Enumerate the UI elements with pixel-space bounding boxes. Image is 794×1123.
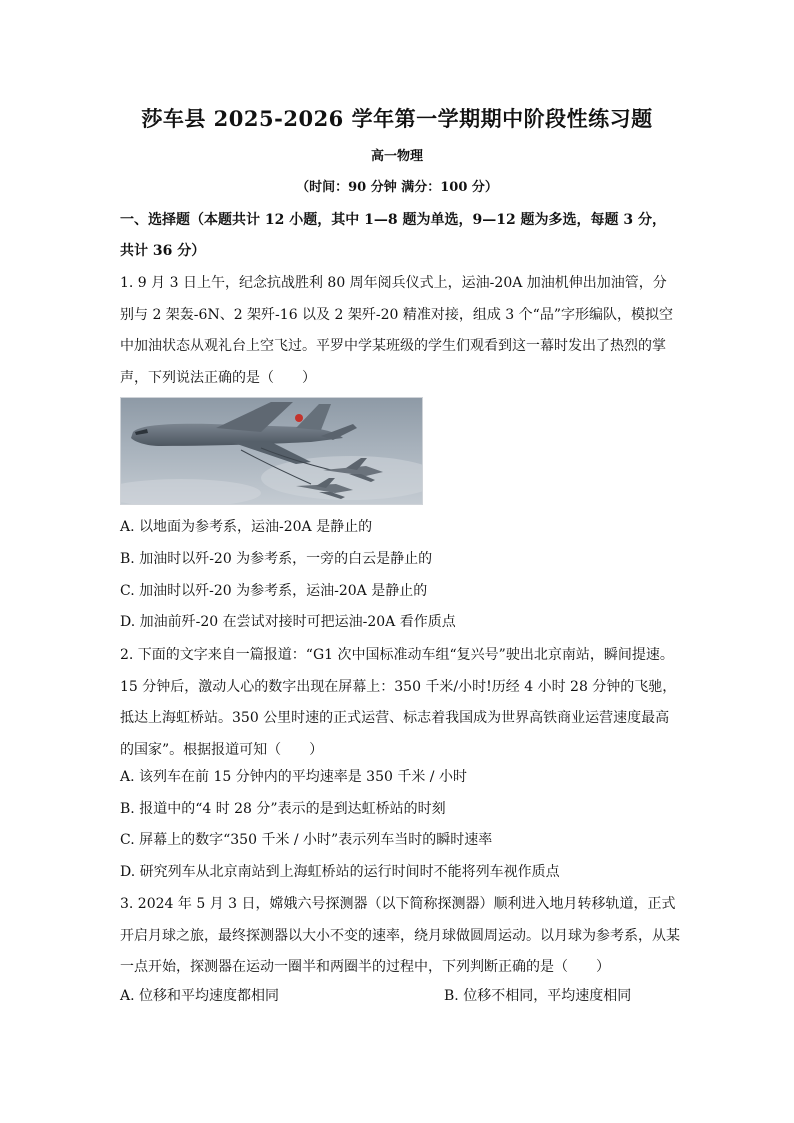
question-2-stem: 2. 下面的文字来自一篇报道：“G1 次中国标准动车组“复兴号”驶出北京南站，瞬间提速。15 分钟后，激动人心的数字出现在屏幕上：350 千米/小时!历经 4 小时 28 分钟的飞驰，抵达上海虹桥站。350 公里时速的正式运营、标志着我国成为世界高铁商业运营速度最高的国家”。根据报道可知（ ） [120,647,677,758]
question-1-stem: 1. 9 月 3 日上午，纪念抗战胜利 80 周年阅兵仪式上，运油-20A 加油机伸出加油管，分别与 2 架轰-6N、2 架歼-16 以及 2 架歼-20 精准对接，组成 3 个“品”字形编队，模拟空中加油状态从观礼台上空飞过。平罗中学某班级的学生们观看到这一幕时发出了热烈的掌声，下列说法正确的是（ ） [120,275,673,386]
exam-title: 莎车县 2025-2026 学年第一学期期中阶段性练习题 [141,106,653,131]
question-1-option-a: A. 以地面为参考系，运油-20A 是静止的 [120,519,373,535]
question-2-option-a: A. 该列车在前 15 分钟内的平均速率是 350 千米 / 小时 [120,769,467,785]
question-1-option-c: C. 加油时以歼-20 为参考系，运油-20A 是静止的 [120,583,428,599]
question-2-option-d: D. 研究列车从北京南站到上海虹桥站的运行时间时不能将列车视作质点 [120,864,560,880]
section-heading: 一、选择题（本题共计 12 小题，其中 1—8 题为单选，9—12 题为多选，每题 3 分，共计 36 分） [120,212,667,259]
aerial-refueling-illustration [121,398,422,504]
question-3-option-b: B. 位移不相同，平均速度相同 [444,988,632,1004]
exam-meta: （时间：90 分钟 满分：100 分） [296,180,498,195]
aerial-refueling-image [120,397,423,505]
exam-subject: 高一物理 [370,149,423,164]
question-2-option-c: C. 屏幕上的数字“350 千米 / 小时”表示列车当时的瞬时速率 [120,832,493,848]
question-2-option-b: B. 报道中的“4 时 28 分”表示的是到达虹桥站的时刻 [120,801,446,817]
question-3-stem: 3. 2024 年 5 月 3 日，嫦娥六号探测器（以下简称探测器）顺利进入地月转移轨道，正式开启月球之旅，最终探测器以大小不变的速率，绕月球做圆周运动。以月球为参考系，从某一点开始，探测器在运动一圈半和两圈半的过程中，下列判断正确的是（ ） [120,896,680,975]
question-1-option-b: B. 加油时以歼-20 为参考系，一旁的白云是静止的 [120,551,433,567]
question-1-option-d: D. 加油前歼-20 在尝试对接时可把运油-20A 看作质点 [120,614,456,630]
question-3-option-a: A. 位移和平均速度都相同 [120,988,280,1004]
